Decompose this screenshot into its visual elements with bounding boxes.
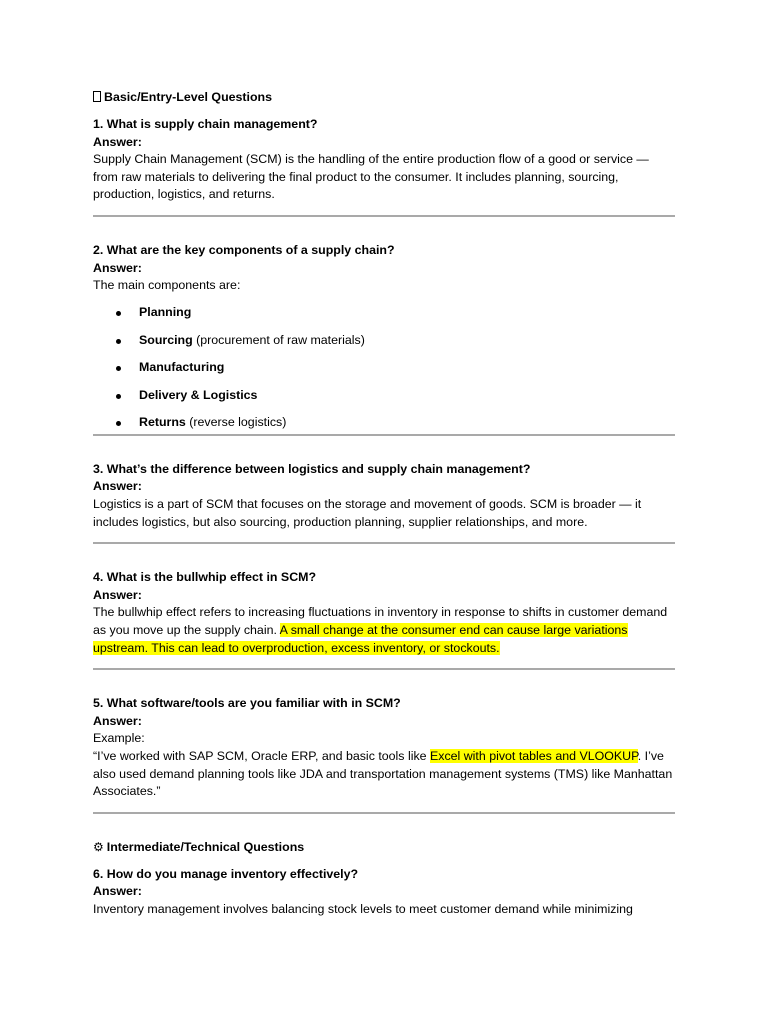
gear-icon: ⚙ xyxy=(93,839,104,854)
answer-text xyxy=(93,604,675,657)
square-box-icon xyxy=(93,91,101,102)
answer-text-before: “I’ve worked with SAP SCM, Oracle ERP, and basic tools like xyxy=(93,748,430,763)
question-title: 3. What’s the difference between logistics and supply chain management? xyxy=(93,461,531,476)
divider xyxy=(93,542,675,544)
answer-label: Answer: xyxy=(93,260,142,275)
question-title: 1. What is supply chain management? xyxy=(93,117,318,132)
list-item-bold: Delivery & Logistics xyxy=(139,387,258,402)
list-item xyxy=(93,387,675,415)
list-item-bold: Sourcing xyxy=(139,332,193,347)
divider xyxy=(93,812,675,814)
answer-text: Inventory management involves balancing stock levels to meet customer demand while minimizing xyxy=(93,902,633,917)
answer-intro: The main components are: xyxy=(93,278,241,293)
components-list xyxy=(93,304,675,442)
list-item-bold: Returns xyxy=(139,415,186,430)
question-block-5 xyxy=(93,695,675,801)
section-heading-intermediate xyxy=(93,839,675,857)
list-item-rest: (procurement of raw materials) xyxy=(192,332,365,347)
bullet-icon xyxy=(116,366,121,371)
list-item-bold: Planning xyxy=(139,305,192,320)
bullet-icon xyxy=(116,421,121,426)
answer-label: Answer: xyxy=(93,134,142,149)
bullet-icon xyxy=(116,394,121,399)
section-title: Intermediate/Technical Questions xyxy=(106,839,305,854)
document-content xyxy=(93,87,675,919)
highlighted-text: A small change at the consumer end can cause large variations upstream. This can lead to overproduction, excess inventory, or stockouts. xyxy=(93,623,628,655)
answer-text-plain: The bullwhip effect refers to increasing fluctuations in inventory in response to shifts in customer demand as you move up the supply chain. xyxy=(93,605,668,637)
list-item xyxy=(93,414,675,442)
section-title: Basic/Entry-Level Questions xyxy=(104,90,273,104)
divider xyxy=(93,668,675,670)
example-label: Example: xyxy=(93,731,145,746)
answer-label: Answer: xyxy=(93,884,142,899)
answer-text: Supply Chain Management (SCM) is the handling of the entire production flow of a good or service — from raw materials to delivering the final product to the consumer. It includes planning, sourcing, production, logistics, and returns. xyxy=(93,152,649,202)
answer-text-after: . I’ve also used demand planning tools like JDA and transportation management systems (TMS) like Manhattan Associates.” xyxy=(93,748,673,799)
question-block-1 xyxy=(93,116,675,204)
answer-label: Answer: xyxy=(93,587,142,602)
question-block-4 xyxy=(93,569,675,657)
question-block-3 xyxy=(93,461,675,531)
list-item xyxy=(93,359,675,387)
bullet-icon xyxy=(116,311,121,316)
list-item-bold: Manufacturing xyxy=(139,360,225,375)
answer-label: Answer: xyxy=(93,713,142,728)
bullet-icon xyxy=(116,339,121,344)
list-item xyxy=(93,332,675,360)
answer-text xyxy=(93,748,675,801)
question-title: 5. What software/tools are you familiar with in SCM? xyxy=(93,696,401,711)
answer-label: Answer: xyxy=(93,479,142,494)
question-title: 4. What is the bullwhip effect in SCM? xyxy=(93,570,317,585)
list-item xyxy=(93,304,675,332)
question-title: 2. What are the key components of a supply chain? xyxy=(93,243,395,258)
divider xyxy=(93,215,675,217)
question-block-2 xyxy=(93,242,675,442)
section-heading-basic xyxy=(93,89,675,107)
highlighted-text: Excel with pivot tables and VLOOKUP xyxy=(429,748,638,763)
list-item-rest: (reverse logistics) xyxy=(185,415,287,430)
question-block-6 xyxy=(93,866,675,919)
answer-text: Logistics is a part of SCM that focuses on the storage and movement of goods. SCM is broader — it includes logistics, but also sourcing, production planning, supplier relationships, and more. xyxy=(93,497,642,529)
question-title: 6. How do you manage inventory effectively? xyxy=(93,866,359,881)
